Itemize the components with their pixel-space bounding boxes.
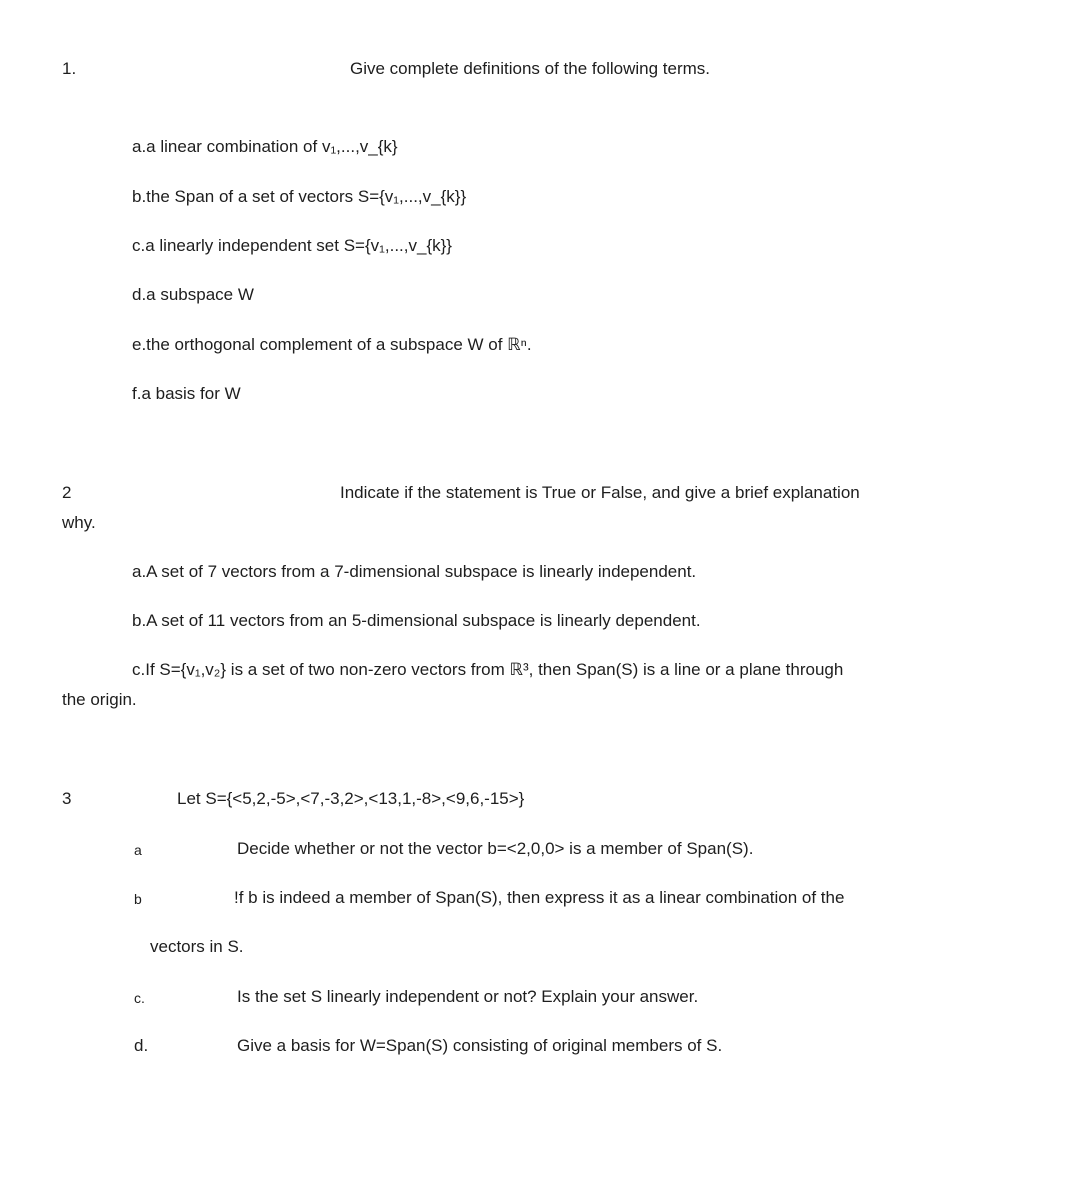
q1-heading: Give complete definitions of the following terms.	[350, 59, 711, 78]
q3-intro: Let S={<5,2,-5>,<7,-3,2>,<13,1,-8>,<9,6,-15>}	[177, 789, 525, 808]
q1-item-c: c.a linearly independent set S={v₁,...,v_{k}}	[132, 236, 452, 255]
q3-part-d-label: d.	[134, 1036, 149, 1055]
q3-part-d-text: Give a basis for W=Span(S) consisting of original members of S.	[237, 1036, 723, 1055]
q3-part-c-label: c.	[134, 990, 145, 1006]
q3-number: 3	[62, 789, 72, 808]
q2-heading: Indicate if the statement is True or False, and give a brief explanation	[340, 483, 860, 502]
q2-number: 2	[62, 483, 72, 502]
q3-part-b-text: !f b is indeed a member of Span(S), then express it as a linear combination of the	[234, 888, 845, 907]
q3-part-c-text: Is the set S linearly independent or not? Explain your answer.	[237, 987, 699, 1006]
q2-item-a: a.A set of 7 vectors from a 7-dimensional subspace is linearly independent.	[132, 562, 697, 581]
q2-heading-cont: why.	[62, 513, 96, 532]
q1-item-e: e.the orthogonal complement of a subspace W of ℝⁿ.	[132, 335, 532, 354]
q3-part-a-text: Decide whether or not the vector b=<2,0,0> is a member of Span(S).	[237, 839, 754, 858]
q1-item-a: a.a linear combination of v₁,...,v_{k}	[132, 137, 398, 156]
q3-part-b-label: b	[134, 891, 142, 907]
q3-part-b-cont: vectors in S.	[150, 937, 244, 956]
q3-part-a-label: a	[134, 842, 142, 858]
q2-item-c-cont: the origin.	[62, 690, 137, 709]
q1-item-f: f.a basis for W	[132, 384, 241, 403]
q1-number: 1.	[62, 59, 77, 78]
q2-item-c: c.If S={v₁,v₂} is a set of two non-zero vectors from ℝ³, then Span(S) is a line or a plane through	[132, 660, 844, 679]
q1-item-d: d.a subspace W	[132, 285, 254, 304]
q1-item-b: b.the Span of a set of vectors S={v₁,...,v_{k}}	[132, 187, 467, 206]
q2-item-b: b.A set of 11 vectors from an 5-dimensional subspace is linearly dependent.	[132, 611, 701, 630]
